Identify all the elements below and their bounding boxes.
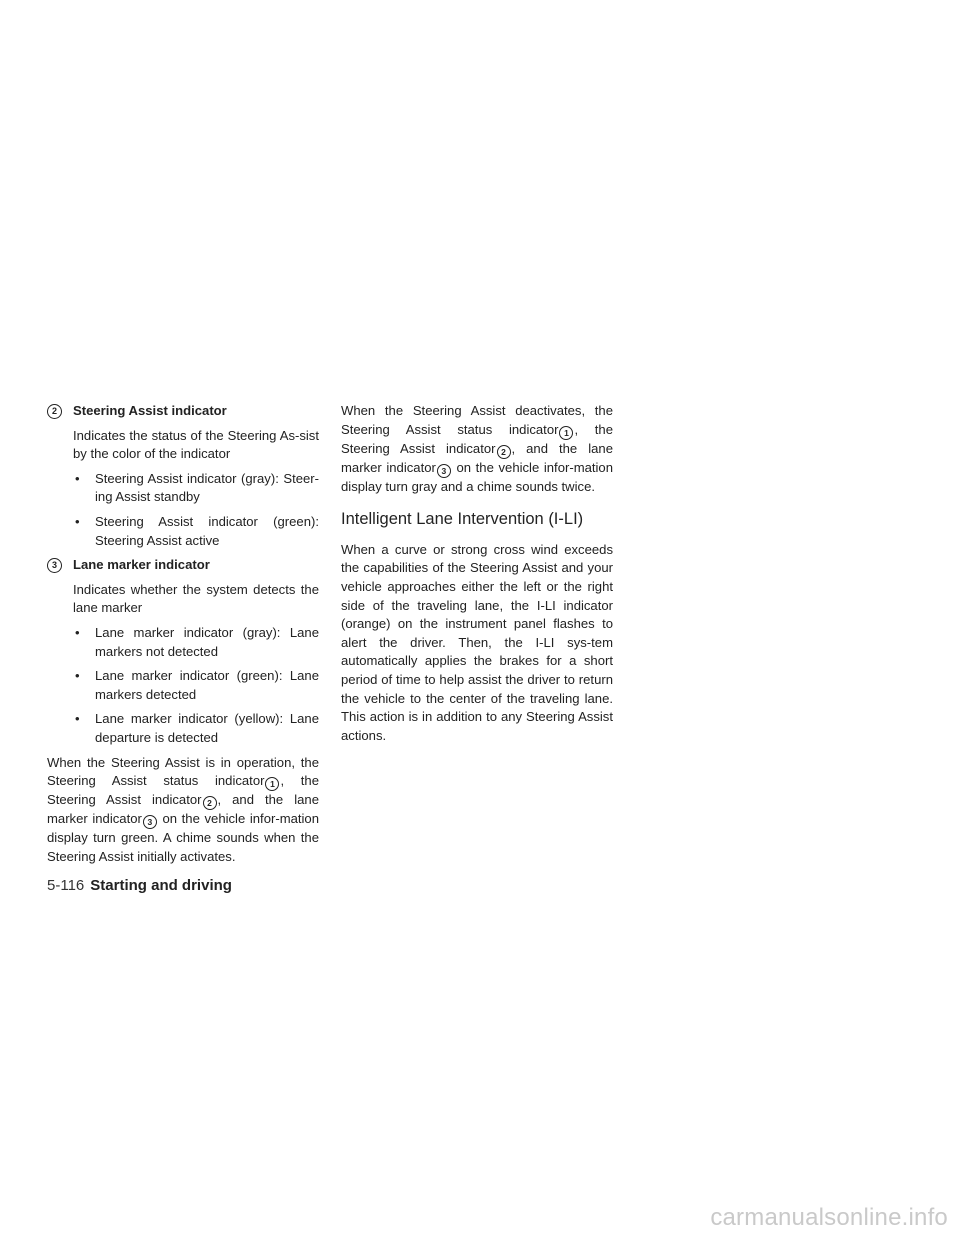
text-run: on the vehicle infor-mation display turn gray and a chime sounds twice. (341, 459, 613, 494)
callout-number-2: 2 (497, 445, 511, 459)
bullet-glyph: • (75, 513, 80, 529)
ili-section-heading: Intelligent Lane Intervention (I-LI) (341, 510, 584, 529)
text-run: , and the lane marker indicator (47, 792, 319, 827)
operation-paragraph (47, 754, 319, 867)
text-run: , the Steering Assist indicator (47, 773, 319, 808)
callout-number-2: 2 (203, 796, 217, 810)
bullet-glyph: • (75, 624, 80, 640)
text-run: When the Steering Assist is in operation, the Steering Assist status indicator (47, 754, 319, 789)
steering-assist-indicator-heading (47, 402, 319, 421)
list-item (47, 710, 319, 747)
bullet-text: Lane marker indicator (green): Lane markers detected (95, 668, 319, 702)
section-title: Starting and driving (90, 877, 232, 894)
text-run: When the Steering Assist deactivates, the Steering Assist status indicator (341, 403, 613, 437)
left-column (47, 402, 319, 866)
item3-description: Indicates whether the system detects the lane marker (73, 581, 319, 616)
text-run: on the vehicle infor-mation display turn green. A chime sounds when the Steering Assist initially activates. (47, 811, 319, 864)
callout-number-3: 3 (47, 558, 62, 573)
bullet-glyph: • (75, 711, 80, 727)
list-item (47, 513, 319, 550)
text-run: , the Steering Assist indicator (341, 421, 613, 456)
callout-number-2: 2 (47, 404, 62, 419)
heading-text: Lane marker indicator (73, 557, 210, 573)
right-column (341, 402, 613, 745)
heading-text: Steering Assist indicator (73, 403, 227, 418)
bullet-text: Lane marker indicator (yellow): Lane departure is detected (95, 711, 319, 745)
callout-number-1: 1 (559, 426, 573, 440)
callout-number-3: 3 (437, 464, 451, 478)
deactivate-paragraph (341, 402, 613, 496)
list-item (47, 470, 319, 507)
text-run: , and the lane marker indicator (341, 440, 613, 475)
bullet-text: Steering Assist indicator (green): Steering Assist active (95, 513, 319, 548)
bullet-text: Steering Assist indicator (gray): Steer-ing Assist standby (95, 470, 319, 505)
bullet-text: Lane marker indicator (gray): Lane markers not detected (95, 624, 319, 659)
bullet-glyph: • (75, 470, 80, 486)
item2-description: Indicates the status of the Steering As-sist by the color of the indicator (73, 427, 319, 462)
callout-number-3: 3 (143, 815, 157, 829)
page-number: 5-116 (47, 877, 85, 894)
list-item (47, 667, 319, 704)
callout-number-1: 1 (265, 777, 279, 791)
lane-marker-indicator-heading (47, 556, 319, 575)
page-footer (47, 876, 232, 896)
bullet-glyph: • (75, 668, 80, 684)
watermark: carmanualsonline.info (710, 1204, 948, 1231)
ili-paragraph: When a curve or strong cross wind exceeds the capabilities of the Steering Assist and your vehicle approaches either the left or the right side of the traveling lane, the I-LI indicator (orange) on the instrument panel flashes to alert the driver. Then, the I-LI sys-tem automatically applies the brakes for a short period of time to help assist the driver to return the vehicle to the center of the traveling lane. This action is in addition to any Steering Assist actions. (341, 541, 613, 743)
list-item (47, 624, 319, 661)
